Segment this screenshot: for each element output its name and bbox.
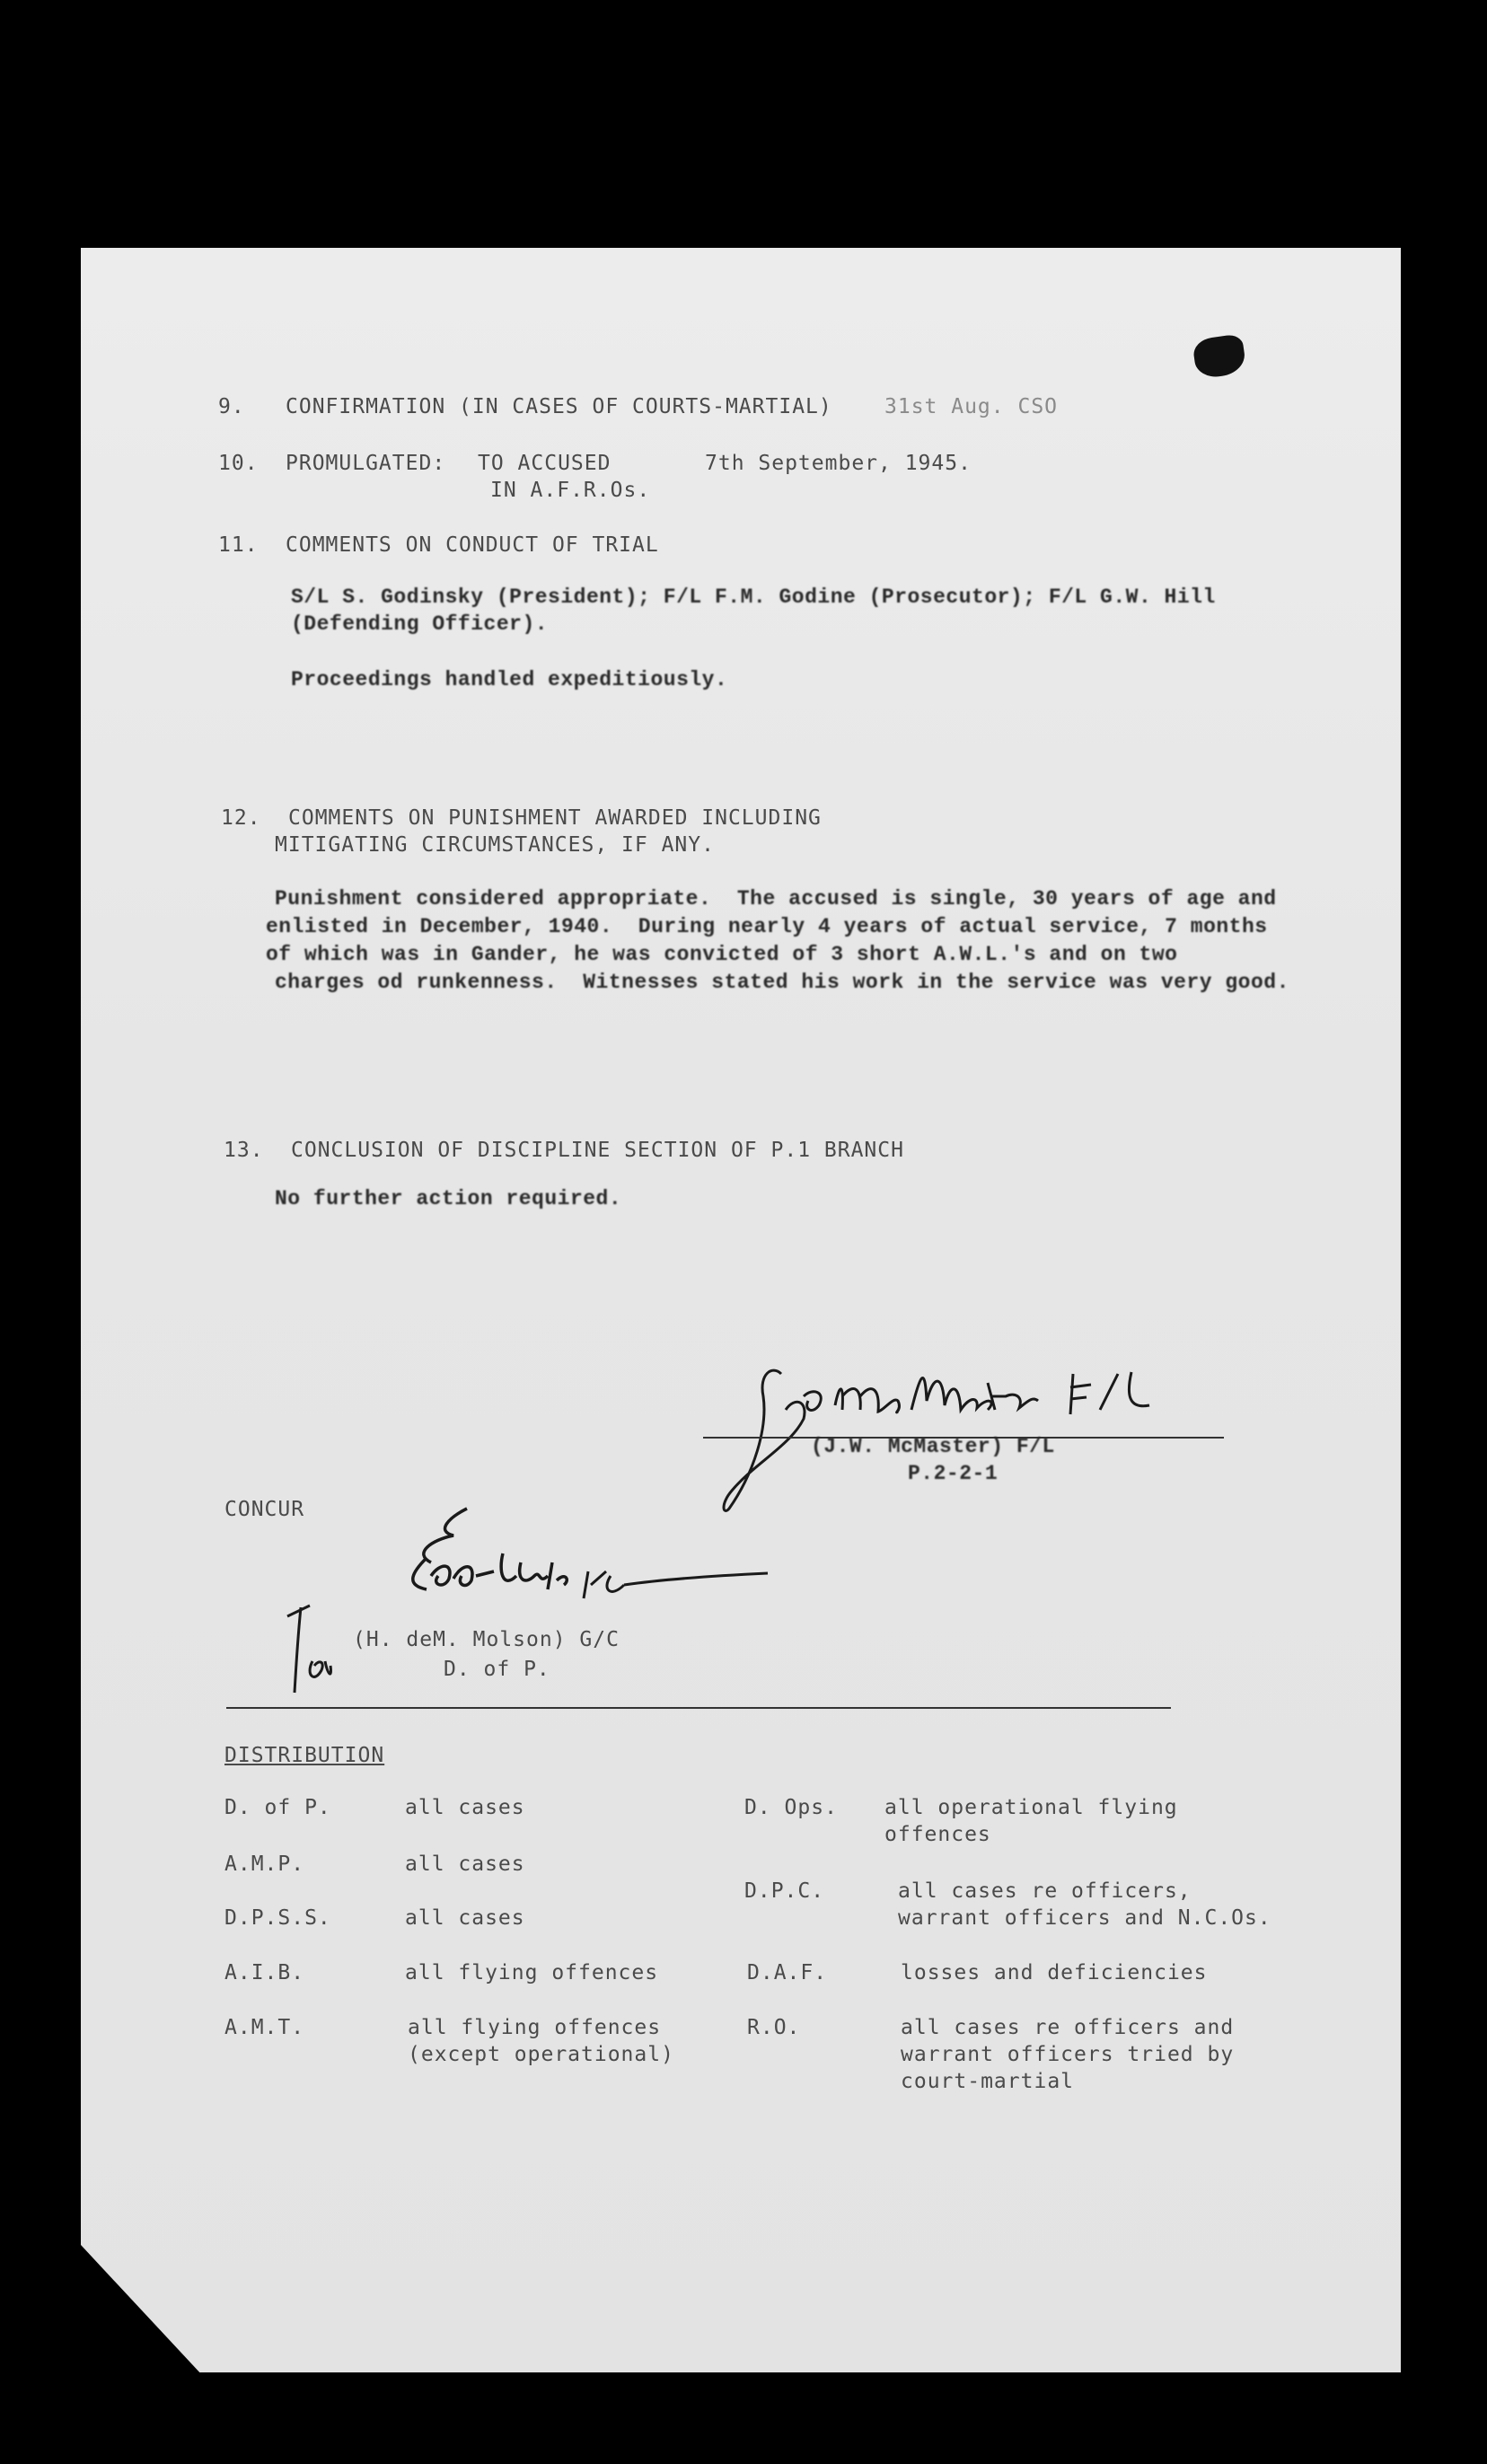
distribution-code: D. Ops. <box>744 1796 838 1819</box>
distribution-code: R.O. <box>747 2016 801 2039</box>
distribution-desc: all cases <box>405 1906 525 1930</box>
distribution-code: D. of P. <box>224 1796 331 1819</box>
distribution-desc: all cases <box>405 1796 525 1819</box>
distribution-desc: warrant officers and N.C.Os. <box>898 1906 1271 1930</box>
confirmation-value: 31st Aug. CSO <box>884 395 1059 418</box>
distribution-desc: all cases re officers and <box>901 2016 1235 2039</box>
punishment-body-line: of which was in Gander, he was convicted of 3 short A.W.L.'s and on two <box>266 943 1178 966</box>
distribution-heading: DISTRIBUTION <box>224 1744 385 1767</box>
distribution-code: D.A.F. <box>747 1961 828 1984</box>
distribution-desc: (except operational) <box>408 2043 674 2066</box>
mcmaster-signature <box>718 1347 1221 1518</box>
signer-2-office: D. of P. <box>444 1658 550 1681</box>
conclusion-body: No further action required. <box>275 1187 622 1210</box>
conduct-of-trial-heading: COMMENTS ON CONDUCT OF TRIAL <box>286 533 659 557</box>
punishment-body-line: enlisted in December, 1940. During nearly 4 years of actual service, 7 months <box>266 915 1268 938</box>
distribution-desc: offences <box>884 1823 991 1846</box>
conclusion-heading: CONCLUSION OF DISCIPLINE SECTION OF P.1 BRANCH <box>291 1139 904 1162</box>
distribution-code: A.M.P. <box>224 1852 305 1876</box>
promulgated-heading: PROMULGATED: <box>286 452 446 475</box>
signer-2-name: (H. deM. Molson) G/C <box>353 1628 620 1651</box>
distribution-desc: all cases re officers, <box>898 1879 1192 1903</box>
distribution-code: D.P.S.S. <box>224 1906 331 1930</box>
distribution-code: D.P.C. <box>744 1879 825 1903</box>
distribution-desc: all operational flying <box>884 1796 1178 1819</box>
item-number-10: 10. <box>218 452 259 475</box>
confirmation-heading: CONFIRMATION (IN CASES OF COURTS-MARTIAL) <box>286 395 832 418</box>
to-accused-label: TO ACCUSED <box>478 452 612 475</box>
trial-comment: Proceedings handled expeditiously. <box>291 668 728 691</box>
trial-officers-line-2: (Defending Officer). <box>291 612 549 636</box>
distribution-desc: losses and deficiencies <box>901 1961 1208 1984</box>
item-number-12: 12. <box>221 806 261 830</box>
punishment-body-line: charges od runkenness. Witnesses stated his work in the service was very good. <box>275 971 1289 994</box>
distribution-code: A.M.T. <box>224 2016 305 2039</box>
distribution-desc: all flying offences <box>405 1961 659 1984</box>
distribution-desc: warrant officers tried by <box>901 2043 1235 2066</box>
item-number-13: 13. <box>224 1139 264 1162</box>
trial-officers-line: S/L S. Godinsky (President); F/L F.M. Godine (Prosecutor); F/L G.W. Hill <box>291 585 1216 609</box>
in-afros-label: IN A.F.R.Os. <box>490 479 651 502</box>
distribution-desc: court-martial <box>901 2070 1075 2093</box>
distribution-desc: all cases <box>405 1852 525 1876</box>
signer-1-office: P.2-2-1 <box>908 1462 999 1485</box>
punishment-body-line: Punishment considered appropriate. The accused is single, 30 years of age and <box>275 887 1277 911</box>
punishment-heading-2: MITIGATING CIRCUMSTANCES, IF ANY. <box>275 833 715 857</box>
item-number-9: 9. <box>218 395 245 418</box>
promulgated-date: 7th September, 1945. <box>705 452 972 475</box>
concur-label: CONCUR <box>224 1498 305 1521</box>
punishment-heading: COMMENTS ON PUNISHMENT AWARDED INCLUDING <box>288 806 822 830</box>
signer-1-name: (J.W. McMaster) F/L <box>811 1435 1055 1458</box>
distribution-divider <box>226 1707 1171 1709</box>
distribution-desc: all flying offences <box>408 2016 662 2039</box>
distribution-code: A.I.B. <box>224 1961 305 1984</box>
item-number-11: 11. <box>218 533 259 557</box>
